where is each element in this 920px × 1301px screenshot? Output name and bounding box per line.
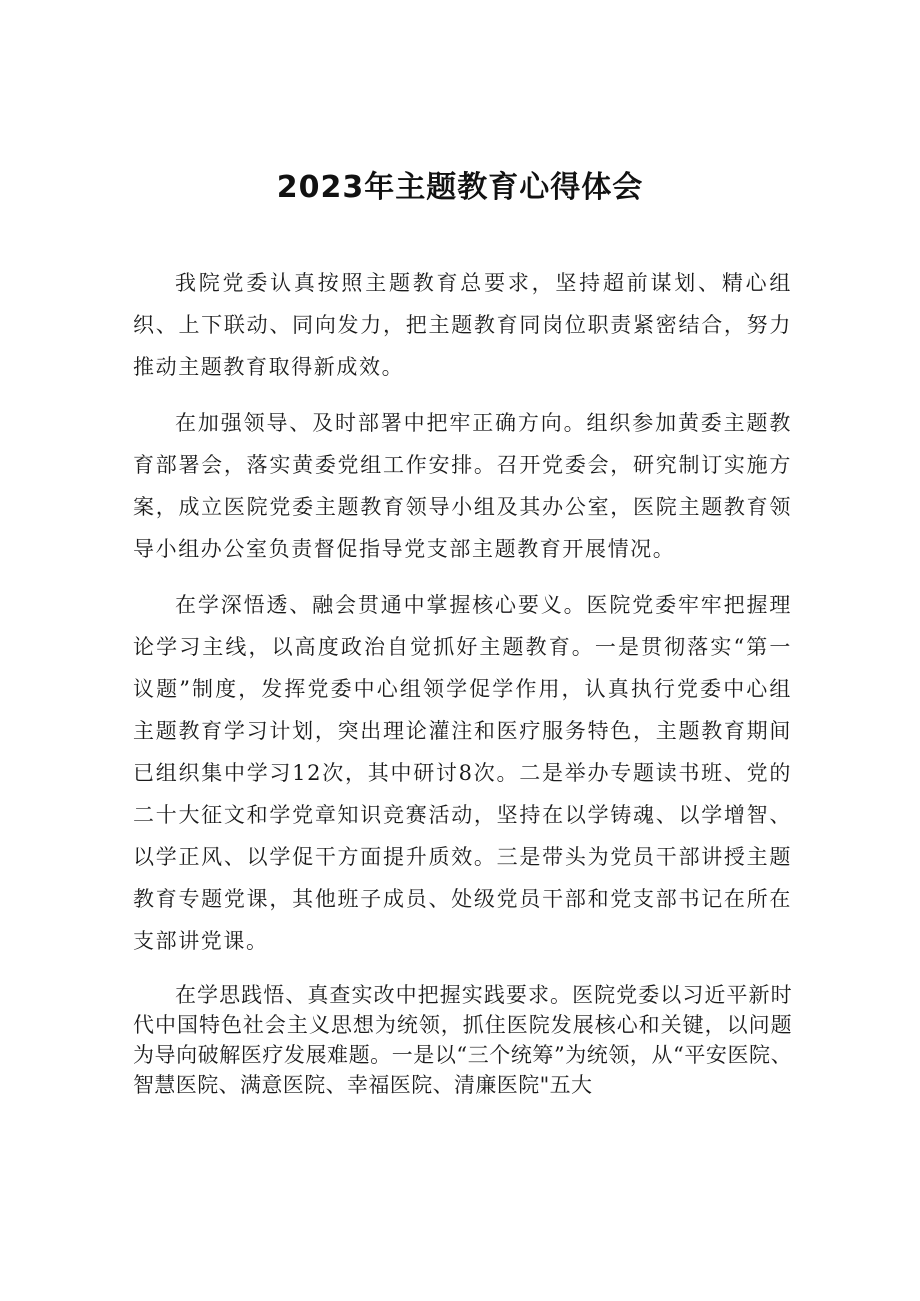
paragraph-intro: 我院党委认真按照主题教育总要求，坚持超前谋划、精心组织、上下联动、同向发力，把主题教育同岗位职责紧密结合，努力推动主题教育取得新成效。 xyxy=(133,271,792,379)
paragraph-practice: 在学思践悟、真查实改中把握实践要求。医院党委以习近平新时代中国特色社会主义思想为统领，抓住医院发展核心和关键，以问题为导向破解医疗发展难题。一是以“三个统筹”为统领，从“平安医院、智慧医院、满意医院、幸福医院、清廉医院"五大 xyxy=(133,983,792,1097)
paragraph-leadership: 在加强领导、及时部署中把牢正确方向。组织参加黄委主题教育部署会，落实黄委党组工作安排。召开党委会，研究制订实施方案，成立医院党委主题教育领导小组及其办公室，医院主题教育领导小组办公室负责督促指导党支部主题教育开展情况。 xyxy=(133,411,792,561)
paragraph-study: 在学深悟透、融会贯通中掌握核心要义。医院党委牢牢把握理论学习主线，以高度政治自觉抓好主题教育。一是贯彻落实“第一议题”制度，发挥党委中心组领学促学作用，认真执行党委中心组主题教育学习计划，突出理论灌注和医疗服务特色，主题教育期间已组织集中学习12次，其中研讨8次。二是举办专题读书班、党的二十大征文和学党章知识竞赛活动，坚持在以学铸魂、以学增智、以学正风、以学促干方面提升质效。三是带头为党员干部讲授主题教育专题党课，其他班子成员、处级党员干部和党支部书记在所在支部讲党课。 xyxy=(133,593,792,953)
document-body xyxy=(133,262,792,1114)
document-title: 2023年主题教育心得体会 xyxy=(276,170,644,205)
